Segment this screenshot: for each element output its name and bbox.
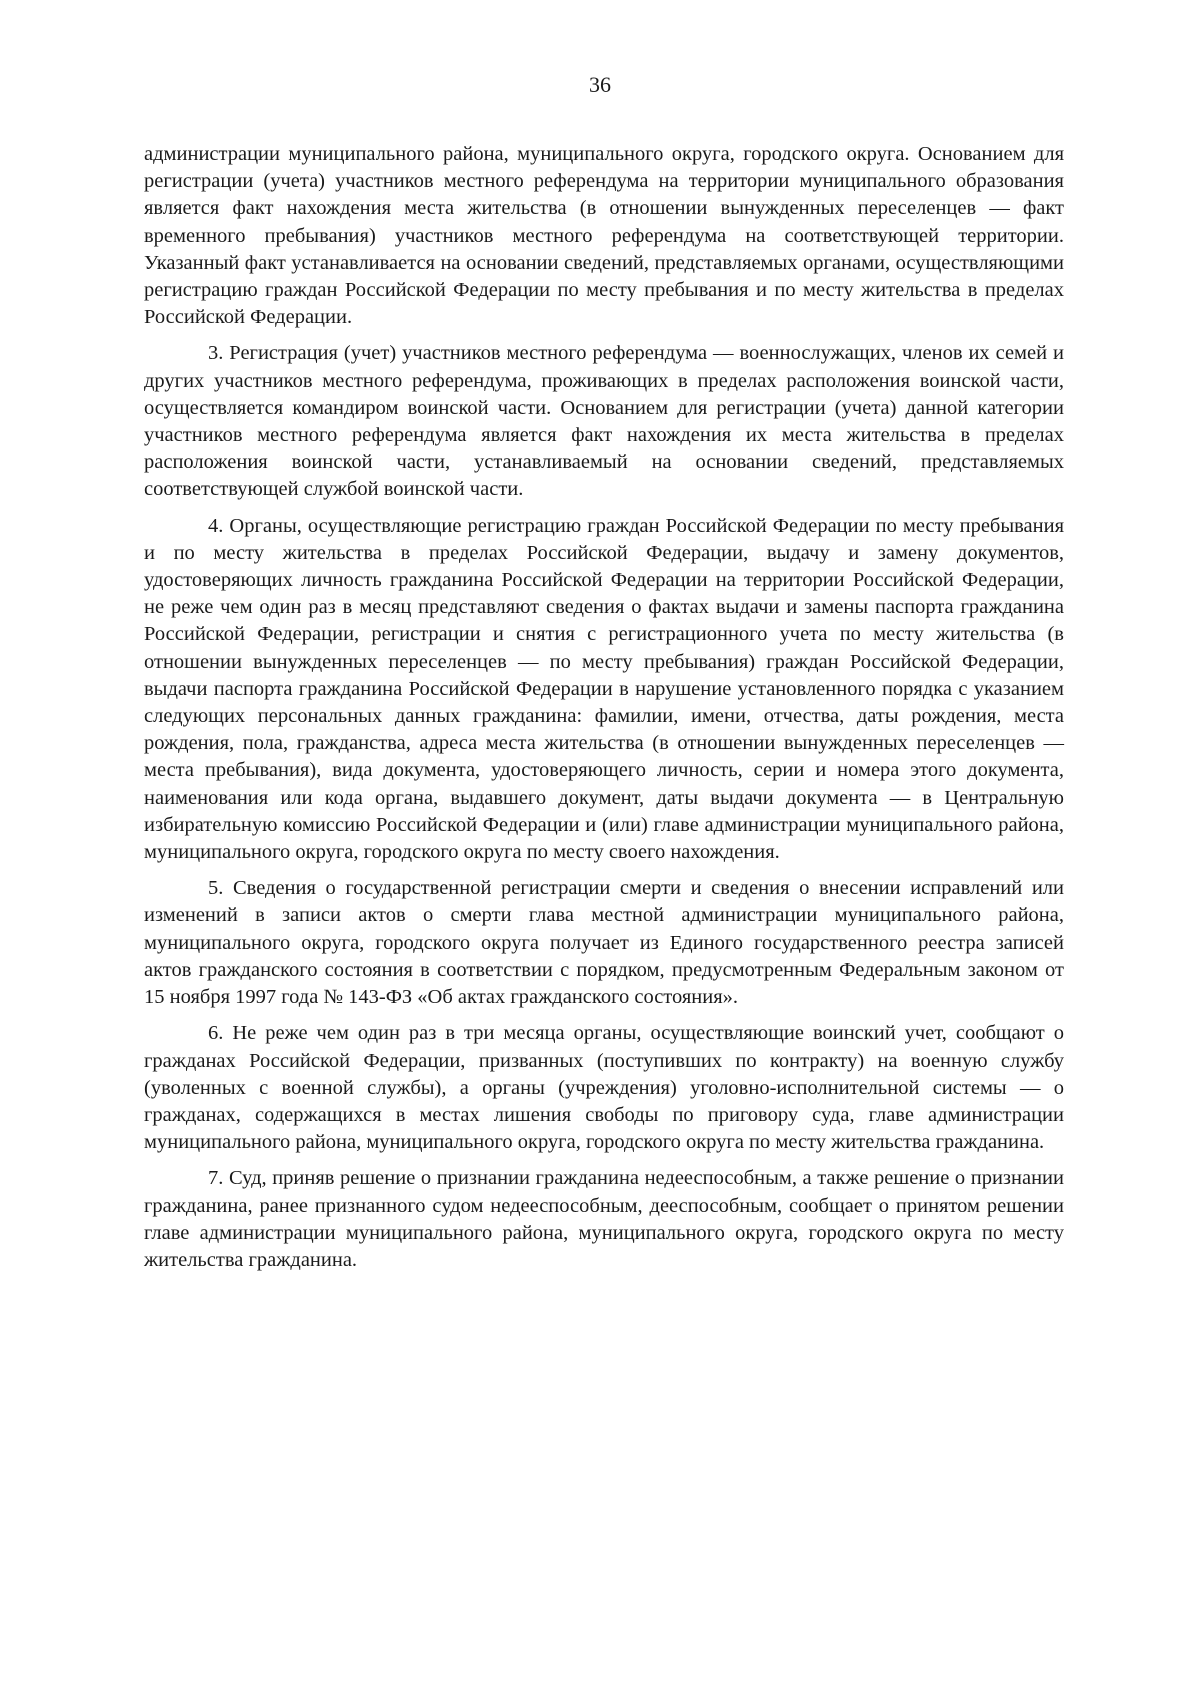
- paragraph-5: 5. Сведения о государственной регистрации смерти и сведения о внесении исправлений или изменений в записи актов о смерти глава местной администрации муниципального района, муниципального округа, городского округа получает из Единого государственного реестра записей актов гражданского состояния в соответствии с порядком, предусмотренным Федеральным законом от 15 ноября 1997 года № 143-ФЗ «Об актах гражданского состояния».: [144, 877, 1064, 1009]
- paragraph-4: 4. Органы, осуществляющие регистрацию граждан Российской Федерации по месту пребывания и по месту жительства в пределах Российской Федерации, выдачу и замену документов, удостоверяющих личность гражданина Российской Федерации на территории Российской Федерации, не реже чем один раз в месяц представляют сведения о фактах выдачи и замены паспорта гражданина Российской Федерации, регистрации и снятия с регистрационного учета по месту жительства (в отношении вынужденных переселенцев — по месту пребывания) граждан Российской Федерации, выдачи паспорта гражданина Российской Федерации в нарушение установленного порядка с указанием следующих персональных данных гражданина: фамилии, имени, отчества, даты рождения, места рождения, пола, гражданства, адреса места жительства (в отношении вынужденных переселенцев — места пребывания), вида документа, удостоверяющего личность, серии и номера этого документа, наименования или кода органа, выдавшего документ, даты выдачи документа — в Центральную избирательную комиссию Российской Федерации и (или) главе администрации муниципального района, муниципального округа, городского округа по месту своего нахождения.: [144, 514, 1064, 864]
- paragraph-7: 7. Суд, приняв решение о признании гражданина недееспособным, а также решение о признании гражданина, ранее признанного судом недееспособным, дееспособным, сообщает о принятом решении главе администрации муниципального района, муниципального округа, городского округа по месту жительства гражданина.: [144, 1167, 1064, 1271]
- paragraph-6: 6. Не реже чем один раз в три месяца органы, осуществляющие воинский учет, сообщают о гражданах Российской Федерации, призванных (поступивших по контракту) на военную службу (уволенных с военной службы), а органы (учреждения) уголовно-исполнительной системы — о гражданах, содержащихся в местах лишения свободы по приговору суда, главе администрации муниципального района, муниципального округа, городского округа по месту жительства гражданина.: [144, 1022, 1064, 1154]
- paragraph-3: 3. Регистрация (учет) участников местного референдума — военнослужащих, членов их семей и других участников местного референдума, проживающих в пределах расположения воинской части, осуществляется командиром воинской части. Основанием для регистрации (учета) данной категории участников местного референдума является факт нахождения их места жительства в пределах расположения воинской части, устанавливаемый на основании сведений, представляемых соответствующей службой воинской части.: [144, 342, 1064, 501]
- document-body: [144, 141, 1064, 1283]
- paragraph-continued: администрации муниципального района, муниципального округа, городского округа. Основанием для регистрации (учета) участников местного референдума на территории муниципального образования является факт нахождения места жительства (в отношении вынужденных переселенцев — факт временного пребывания) участников местного референдума на соответствующей территории. Указанный факт устанавливается на основании сведений, представляемых органами, осуществляющими регистрацию граждан Российской Федерации по месту пребывания и по месту жительства в пределах Российской Федерации.: [144, 143, 1064, 329]
- page-number: 36: [589, 72, 611, 97]
